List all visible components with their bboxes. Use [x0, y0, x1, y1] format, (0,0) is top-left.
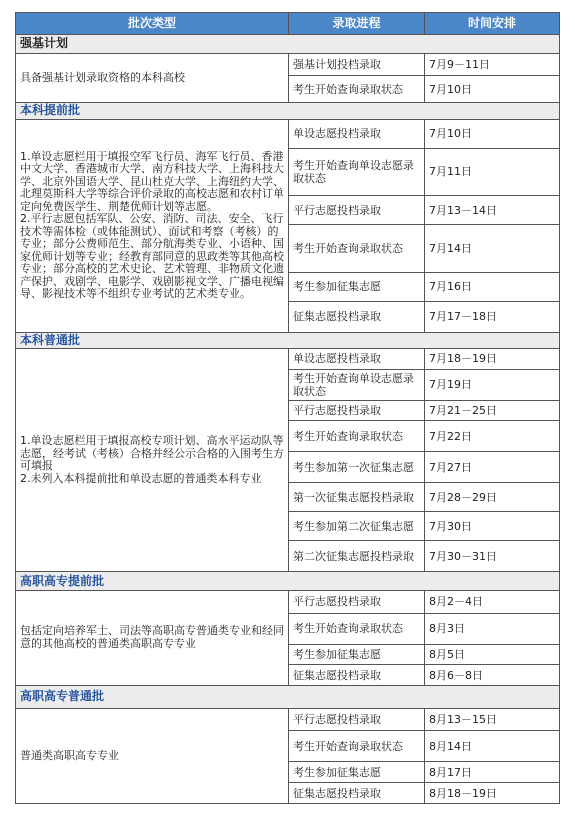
header-schedule: 时间安排 [425, 13, 560, 35]
header-admission-process: 录取进程 [289, 13, 425, 35]
date-cell: 8月14日 [425, 731, 560, 762]
date-cell: 8月3日 [425, 613, 560, 644]
table-row [16, 590, 560, 613]
section-title: 高职高专提前批 [16, 572, 560, 591]
process-cell: 考生参加第二次征集志愿 [289, 512, 425, 541]
date-cell: 7月10日 [425, 119, 560, 148]
date-cell: 7月19日 [425, 369, 560, 400]
section-title-row [16, 35, 560, 54]
process-cell: 考生开始查询单设志愿录取状态 [289, 148, 425, 196]
process-cell: 平行志愿投档录取 [289, 196, 425, 225]
section-title: 本科普通批 [16, 332, 560, 349]
batch-description: 具备强基计划录取资格的本科高校 [16, 53, 289, 103]
process-cell: 第一次征集志愿投档录取 [289, 483, 425, 512]
date-cell: 8月5日 [425, 644, 560, 665]
process-cell: 平行志愿投档录取 [289, 400, 425, 421]
section-title: 本科提前批 [16, 103, 560, 120]
date-cell: 7月21－25日 [425, 400, 560, 421]
process-cell: 考生参加第一次征集志愿 [289, 452, 425, 483]
process-cell: 考生开始查询录取状态 [289, 731, 425, 762]
process-cell: 征集志愿投档录取 [289, 665, 425, 686]
batch-description: 1.单设志愿栏用于填报空军飞行员、海军飞行员、香港中文大学、香港城市大学、南方科技大学、上海科技大学、北京外国语大学、昆山杜克大学、上海纽约大学、北理莫斯科大学等综合评价录取的高校志愿和农村订单定向免费医学生、荆楚优师计划等志愿。 2.平行志愿包括军队、公安、消防、司法、安全、飞行技术等需体检（或体能测试）、面试和考察（考核）的专业；部分公费师范生、部分航海类专业、小语种、国家优师计划等专业；经教育部同意的思政类等其他高校专业；部分高校的艺术史论、艺术管理、非物质文化遗产保护、戏剧学、电影学、戏剧影视文学、广播电视编导、影视技术等不组织专业考试的艺术类专业。 [16, 119, 289, 332]
process-cell: 强基计划投档录取 [289, 53, 425, 76]
header-batch-type: 批次类型 [16, 13, 289, 35]
process-cell: 考生参加征集志愿 [289, 762, 425, 783]
date-cell: 8月2－4日 [425, 590, 560, 613]
section-title-row [16, 332, 560, 349]
date-cell: 8月6－8日 [425, 665, 560, 686]
date-cell: 7月17－18日 [425, 301, 560, 332]
date-cell: 7月22日 [425, 421, 560, 452]
process-cell: 征集志愿投档录取 [289, 783, 425, 804]
table-row [16, 53, 560, 76]
date-cell: 7月30－31日 [425, 541, 560, 572]
date-cell: 7月30日 [425, 512, 560, 541]
table-body [16, 35, 560, 804]
process-cell: 考生开始查询录取状态 [289, 225, 425, 273]
batch-description: 普通类高职高专专业 [16, 708, 289, 803]
process-cell: 考生开始查询录取状态 [289, 613, 425, 644]
section-title: 高职高专普通批 [16, 686, 560, 709]
date-cell: 8月13－15日 [425, 708, 560, 731]
process-cell: 平行志愿投档录取 [289, 590, 425, 613]
table-header [16, 13, 560, 35]
section-title: 强基计划 [16, 35, 560, 54]
section-title-row [16, 103, 560, 120]
process-cell: 考生参加征集志愿 [289, 644, 425, 665]
process-cell: 征集志愿投档录取 [289, 301, 425, 332]
date-cell: 8月18－19日 [425, 783, 560, 804]
date-cell: 7月28－29日 [425, 483, 560, 512]
batch-description: 包括定向培养军士、司法等高职高专普通类专业和经同意的其他高校的普通类高职高专专业 [16, 590, 289, 685]
date-cell: 7月16日 [425, 272, 560, 301]
process-cell: 平行志愿投档录取 [289, 708, 425, 731]
date-cell: 7月27日 [425, 452, 560, 483]
process-cell: 考生开始查询录取状态 [289, 76, 425, 103]
process-cell: 单设志愿投档录取 [289, 119, 425, 148]
section-title-row [16, 572, 560, 591]
date-cell: 8月17日 [425, 762, 560, 783]
table-row [16, 349, 560, 370]
section-title-row [16, 686, 560, 709]
process-cell: 第二次征集志愿投档录取 [289, 541, 425, 572]
process-cell: 考生参加征集志愿 [289, 272, 425, 301]
batch-description: 1.单设志愿栏用于填报高校专项计划、高水平运动队等志愿，经考试（考核）合格并经公示合格的入围考生方可填报 2.未列入本科提前批和单设志愿的普通类本科专业 [16, 349, 289, 572]
date-cell: 7月9－11日 [425, 53, 560, 76]
table-row [16, 708, 560, 731]
process-cell: 考生开始查询单设志愿录取状态 [289, 369, 425, 400]
admission-schedule-table [15, 12, 560, 804]
process-cell: 单设志愿投档录取 [289, 349, 425, 370]
process-cell: 考生开始查询录取状态 [289, 421, 425, 452]
date-cell: 7月18－19日 [425, 349, 560, 370]
date-cell: 7月10日 [425, 76, 560, 103]
table-row [16, 119, 560, 148]
date-cell: 7月13－14日 [425, 196, 560, 225]
date-cell: 7月14日 [425, 225, 560, 273]
date-cell: 7月11日 [425, 148, 560, 196]
